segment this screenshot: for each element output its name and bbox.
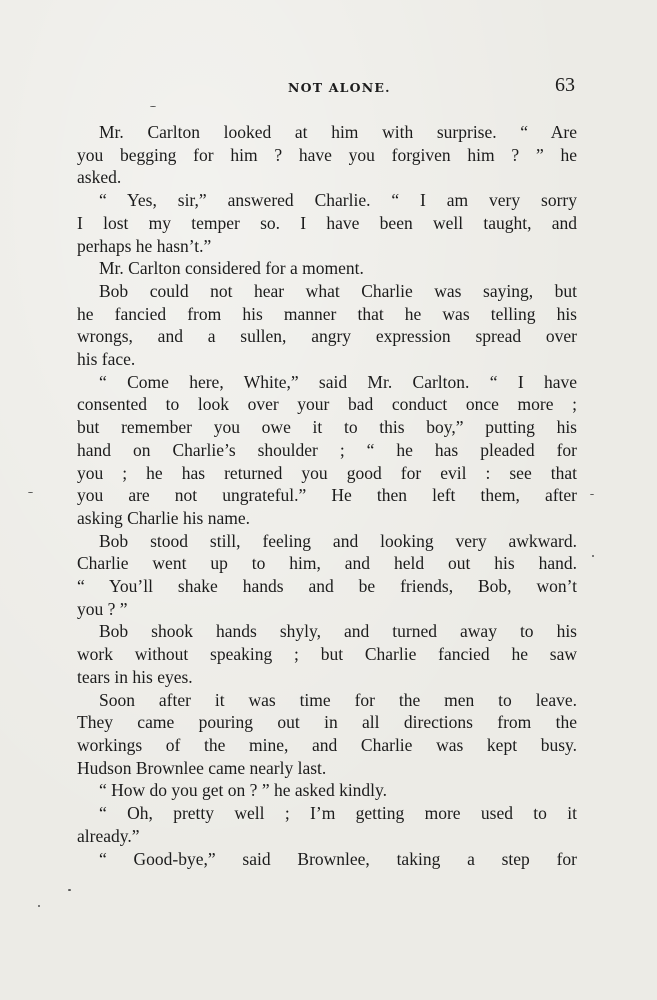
text-line: Mr. Carlton looked at him with surprise. “ Are [99,122,577,142]
text-line: hand on Charlie’s shoulder ; “ he has pleaded for [77,439,577,460]
text-line: Bob could not hear what Charlie was saying, but [99,280,577,301]
text-line: Hudson Brownlee came nearly last. [77,757,327,778]
text-line: asked. [77,167,122,188]
text-line: Mr. Carlton considered for a moment. [99,258,364,279]
text-line: Soon after it was time for the men to leave. [99,689,577,710]
text-line: perhaps he hasn’t.” [77,235,212,256]
text-line: “ How do you get on ? ” he asked kindly. [99,780,388,801]
text-line: workings of the mine, and Charlie was kept busy. [77,734,577,755]
body-text [77,121,577,870]
page-speck [592,555,594,557]
text-line: “ Oh, pretty well ; I’m getting more used to it [99,803,577,824]
page-speck [590,494,594,495]
text-line: “ You’ll shake hands and be friends, Bob, won’t [77,576,577,597]
page-speck [28,492,33,493]
text-line: Bob shook hands shyly, and turned away to his [99,621,577,642]
page-speck [38,905,40,907]
page-number: 63 [555,74,575,96]
text-line: Charlie went up to him, and held out his hand. [77,553,577,574]
text-line: wrongs, and a sullen, angry expression spread over [77,326,577,347]
text-line: I lost my temper so. I have been well taught, and [77,212,577,233]
text-line: “ Good-bye,” said Brownlee, taking a step for [99,848,577,869]
text-line: you begging for him ? have you forgiven him ? ” he [77,144,577,165]
text-line: you are not ungrateful.” He then left them, after [77,485,577,506]
text-line: you ; he has returned you good for evil : see that [77,462,577,483]
running-title: NOT ALONE. [288,80,391,95]
text-line: asking Charlie his name. [77,507,251,528]
text-line: he fancied from his manner that he was telling his [77,303,577,324]
text-line: They came pouring out in all directions from the [77,712,577,733]
text-line: but remember you owe it to this boy,” putting his [77,417,577,438]
text-line: “ Yes, sir,” answered Charlie. “ I am very sorry [99,190,577,211]
text-line: “ Come here, White,” said Mr. Carlton. “ I have [99,371,577,392]
text-line: work without speaking ; but Charlie fancied he saw [77,644,577,665]
text-line: already.” [77,825,140,846]
page-speck [68,889,71,891]
text-line: consented to look over your bad conduct once more ; [77,394,577,415]
text-line: you ? ” [77,598,128,619]
page-speck [150,106,156,107]
text-line: Bob stood still, feeling and looking very awkward. [99,530,577,551]
text-line: his face. [77,349,136,370]
text-line: tears in his eyes. [77,666,193,687]
